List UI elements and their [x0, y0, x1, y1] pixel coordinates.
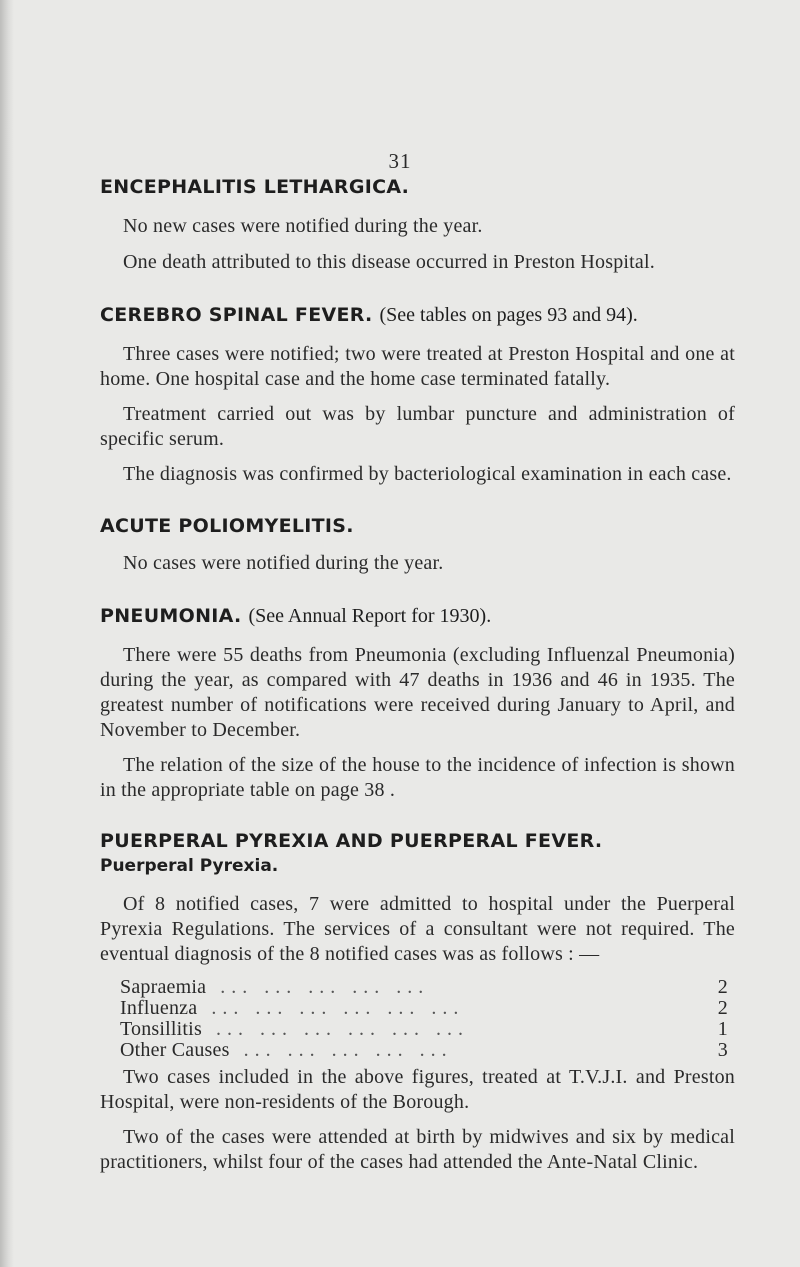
section-encephalitis [100, 176, 735, 275]
page-number: 31 [388, 149, 412, 173]
paragraph: The relation of the size of the house to the incidence of infection is shown in the appropriate table on page 38 . [100, 754, 735, 801]
paragraph: No cases were notified during the year. [123, 552, 444, 574]
paragraph: Of 8 notified cases, 7 were admitted to hospital under the Puerperal Pyrexia Regulations. The services of a consultant were not required. The eventual diagnosis of the 8 notified cases was as follows : — [100, 893, 735, 965]
diagnosis-count: 1 [717, 1018, 728, 1040]
dot-leader: ... ... ... ... ... ... [211, 998, 465, 1019]
paragraph: The diagnosis was confirmed by bacteriological examination in each case. [123, 463, 732, 485]
paragraph: One death attributed to this disease occurred in Preston Hospital. [123, 251, 655, 273]
section-heading: PUERPERAL PYREXIA AND PUERPERAL FEVER. [100, 830, 603, 852]
section-heading [100, 304, 735, 327]
section-pneumonia [100, 605, 735, 803]
heading-text: CEREBRO SPINAL FEVER. [100, 304, 373, 326]
heading-text: PNEUMONIA. [100, 605, 242, 627]
diagnosis-count: 2 [717, 976, 728, 998]
section-puerperal [100, 830, 735, 1175]
dot-leader: ... ... ... ... ... ... [215, 1019, 469, 1040]
diagnosis-count: 2 [717, 997, 728, 1019]
diagnosis-list [120, 977, 728, 1061]
section-poliomyelitis [100, 515, 735, 576]
diagnosis-label: Influenza [120, 997, 198, 1019]
paragraph: Two cases included in the above figures, treated at T.V.J.I. and Preston Hospital, were non-residents of the Borough. [100, 1066, 735, 1113]
diagnosis-label: Sapraemia [120, 976, 207, 998]
list-item [120, 1040, 728, 1061]
diagnosis-label: Other Causes [120, 1039, 230, 1061]
paragraph: Two of the cases were attended at birth by midwives and six by medical practitioners, whilst four of the cases had attended the Ante-Natal Clinic. [100, 1126, 735, 1173]
list-item [120, 998, 728, 1019]
paragraph: Three cases were notified; two were treated at Preston Hospital and one at home. One hospital case and the home case terminated fatally. [100, 343, 735, 390]
section-heading: ACUTE POLIOMYELITIS. [100, 515, 354, 537]
dot-leader: ... ... ... ... ... [220, 977, 430, 998]
section-subheading: Puerperal Pyrexia. [100, 856, 279, 876]
heading-note: (See tables on pages 93 and 94). [379, 304, 638, 326]
section-cerebro-spinal [100, 304, 735, 487]
page-edge-shadow [0, 0, 14, 1267]
section-heading [100, 605, 735, 628]
list-item [120, 977, 728, 998]
dot-leader: ... ... ... ... ... [243, 1040, 453, 1061]
document-body [100, 176, 735, 1175]
diagnosis-label: Tonsillitis [120, 1018, 202, 1040]
heading-note: (See Annual Report for 1930). [248, 605, 492, 627]
diagnosis-count: 3 [717, 1039, 728, 1061]
paragraph: Treatment carried out was by lumbar puncture and administration of specific serum. [100, 403, 735, 450]
section-heading: ENCEPHALITIS LETHARGICA. [100, 176, 410, 198]
list-item [120, 1019, 728, 1040]
paragraph: There were 55 deaths from Pneumonia (excluding Influenzal Pneumonia) during the year, as compared with 47 deaths in 1936 and 46 in 1935. The greatest number of notifications were received during January to April, and November to December. [100, 644, 735, 741]
paragraph: No new cases were notified during the year. [123, 215, 483, 237]
